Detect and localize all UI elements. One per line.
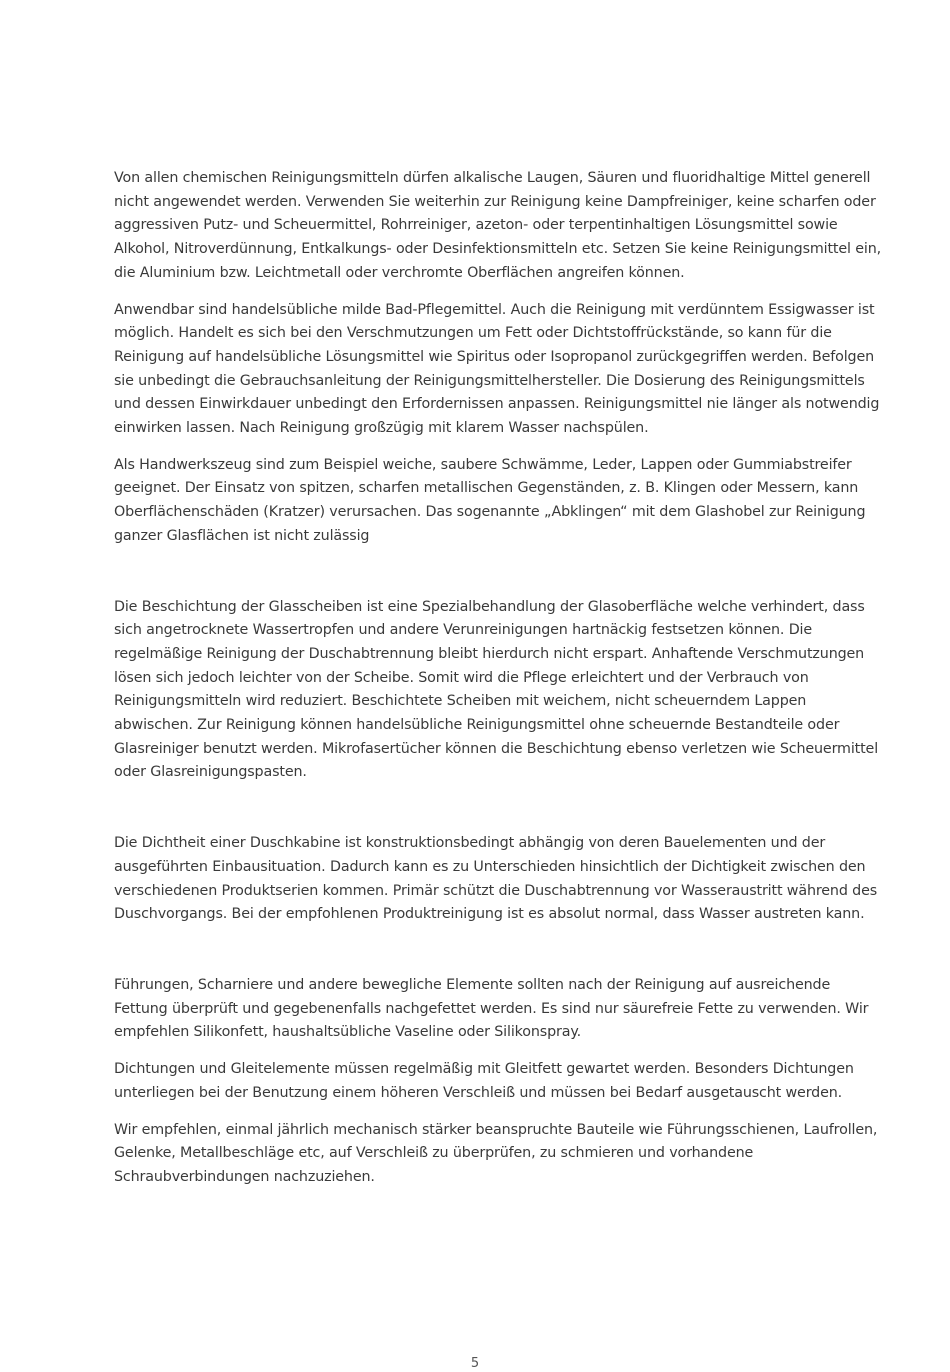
paragraph-lubrication: Führungen, Scharniere und andere bewegliche Elemente sollten nach der Reinigung auf ausreichende Fettung überprüft und gegebenenfalls nachgefettet werden. Es sind nur säurefreie Fette zu verwenden. Wir empfehlen Silikonfett, haushaltsübliche Vaseline oder Silikonspray. (114, 976, 869, 1041)
paragraph-glass-coating: Die Beschichtung der Glasscheiben ist eine Spezialbehandlung der Glasoberfläche welche verhindert, dass sich angetrocknete Wassertropfen und andere Verunreinigungen hartnäckig festsetzen können. Die regelmäßige Reinigung der Duschabtrennung bleibt hierdurch nicht erspart. Anhaftende Verschmutzungen lösen sich jedoch leichter von der Scheibe. Somit wird die Pflege erleichtert und der Verbrauch von Reinigungsmitteln wird reduziert. Beschichtete Scheiben mit weichem, nicht scheuerndem Lappen abwischen. Zur Reinigung können handelsübliche Reinigungsmittel ohne scheuernde Bestandteile oder Glasreiniger benutzt werden. Mikrofasertücher können die Beschichtung ebenso verletzen wie Scheuermittel oder Glasreinigungspasten. (114, 598, 879, 781)
page-number: 5 (470, 1356, 480, 1371)
page-content (114, 167, 886, 1190)
paragraph-prohibited-cleaners: Von allen chemischen Reinigungsmitteln dürfen alkalische Laugen, Säuren und fluoridhaltige Mittel generell nicht angewendet werden. Verwenden Sie weiterhin zur Reinigung keine Dampfreiniger, keine scharfen oder aggressiven Putz- und Scheuermittel, Rohrreiniger, azeton- oder terpentinhaltigen Lösungsmittel sowie Alkohol, Nitroverdünnung, Entkalkungs- oder Desinfektionsmitteln etc. Setzen Sie keine Reinigungsmittel ein, die Aluminium bzw. Leichtmetall oder verchromte Oberflächen angreifen können. (114, 170, 882, 281)
section-maintenance (114, 974, 886, 1190)
paragraph-cleaning-tools: Als Handwerkszeug sind zum Beispiel weiche, saubere Schwämme, Leder, Lappen oder Gummiabstreifer geeignet. Der Einsatz von spitzen, scharfen metallischen Gegenständen, z. B. Klingen oder Messern, kann Oberflächenschäden (Kratzer) verursachen. Das sogenannte „Abklingen“ mit dem Glashobel zur Reinigung ganzer Glasflächen ist nicht zulässig (114, 456, 866, 544)
paragraph-tightness: Die Dichtheit einer Duschkabine ist konstruktionsbedingt abhängig von deren Bauelementen und der ausgeführten Einbausituation. Dadurch kann es zu Unterschieden hinsichtlich der Dichtigkeit zwischen den verschiedenen Produktserien kommen. Primär schützt die Duschabtrennung vor Wasseraustritt während des Duschvorgangs. Bei der empfohlenen Produktreinigung ist es absolut normal, dass Wasser austreten kann. (114, 835, 878, 923)
section-tightness (114, 832, 886, 927)
section-glass-coating (114, 596, 886, 786)
paragraph-annual-check: Wir empfehlen, einmal jährlich mechanisch stärker beanspruchte Bauteile wie Führungsschienen, Laufrollen, Gelenke, Metallbeschläge etc, auf Verschleiß zu überprüfen, zu schmieren und vorhandene Schraubverbindungen nachzuziehen. (114, 1121, 878, 1185)
paragraph-suitable-cleaners: Anwendbar sind handelsübliche milde Bad-Pflegemittel. Auch die Reinigung mit verdünntem Essigwasser ist möglich. Handelt es sich bei den Verschmutzungen um Fett oder Dichtstoffrückstände, so kann für die Reinigung auf handelsübliche Lösungsmittel wie Spiritus oder Isopropanol zurückgegriffen werden. Befolgen sie unbedingt die Gebrauchsanleitung der Reinigungsmittelhersteller. Die Dosierung des Reinigungsmittels und dessen Einwirkdauer unbedingt den Erfordernissen anpassen. Reinigungsmittel nie länger als notwendig einwirken lassen. Nach Reinigung großzügig mit klarem Wasser nachspülen. (114, 301, 880, 437)
paragraph-seals: Dichtungen und Gleitelemente müssen regelmäßig mit Gleitfett gewartet werden. Besonders Dichtungen unterliegen bei der Benutzung einem höheren Verschleiß und müssen bei Bedarf ausgetauscht werden. (114, 1061, 854, 1101)
section-cleaning-agents (114, 167, 886, 549)
